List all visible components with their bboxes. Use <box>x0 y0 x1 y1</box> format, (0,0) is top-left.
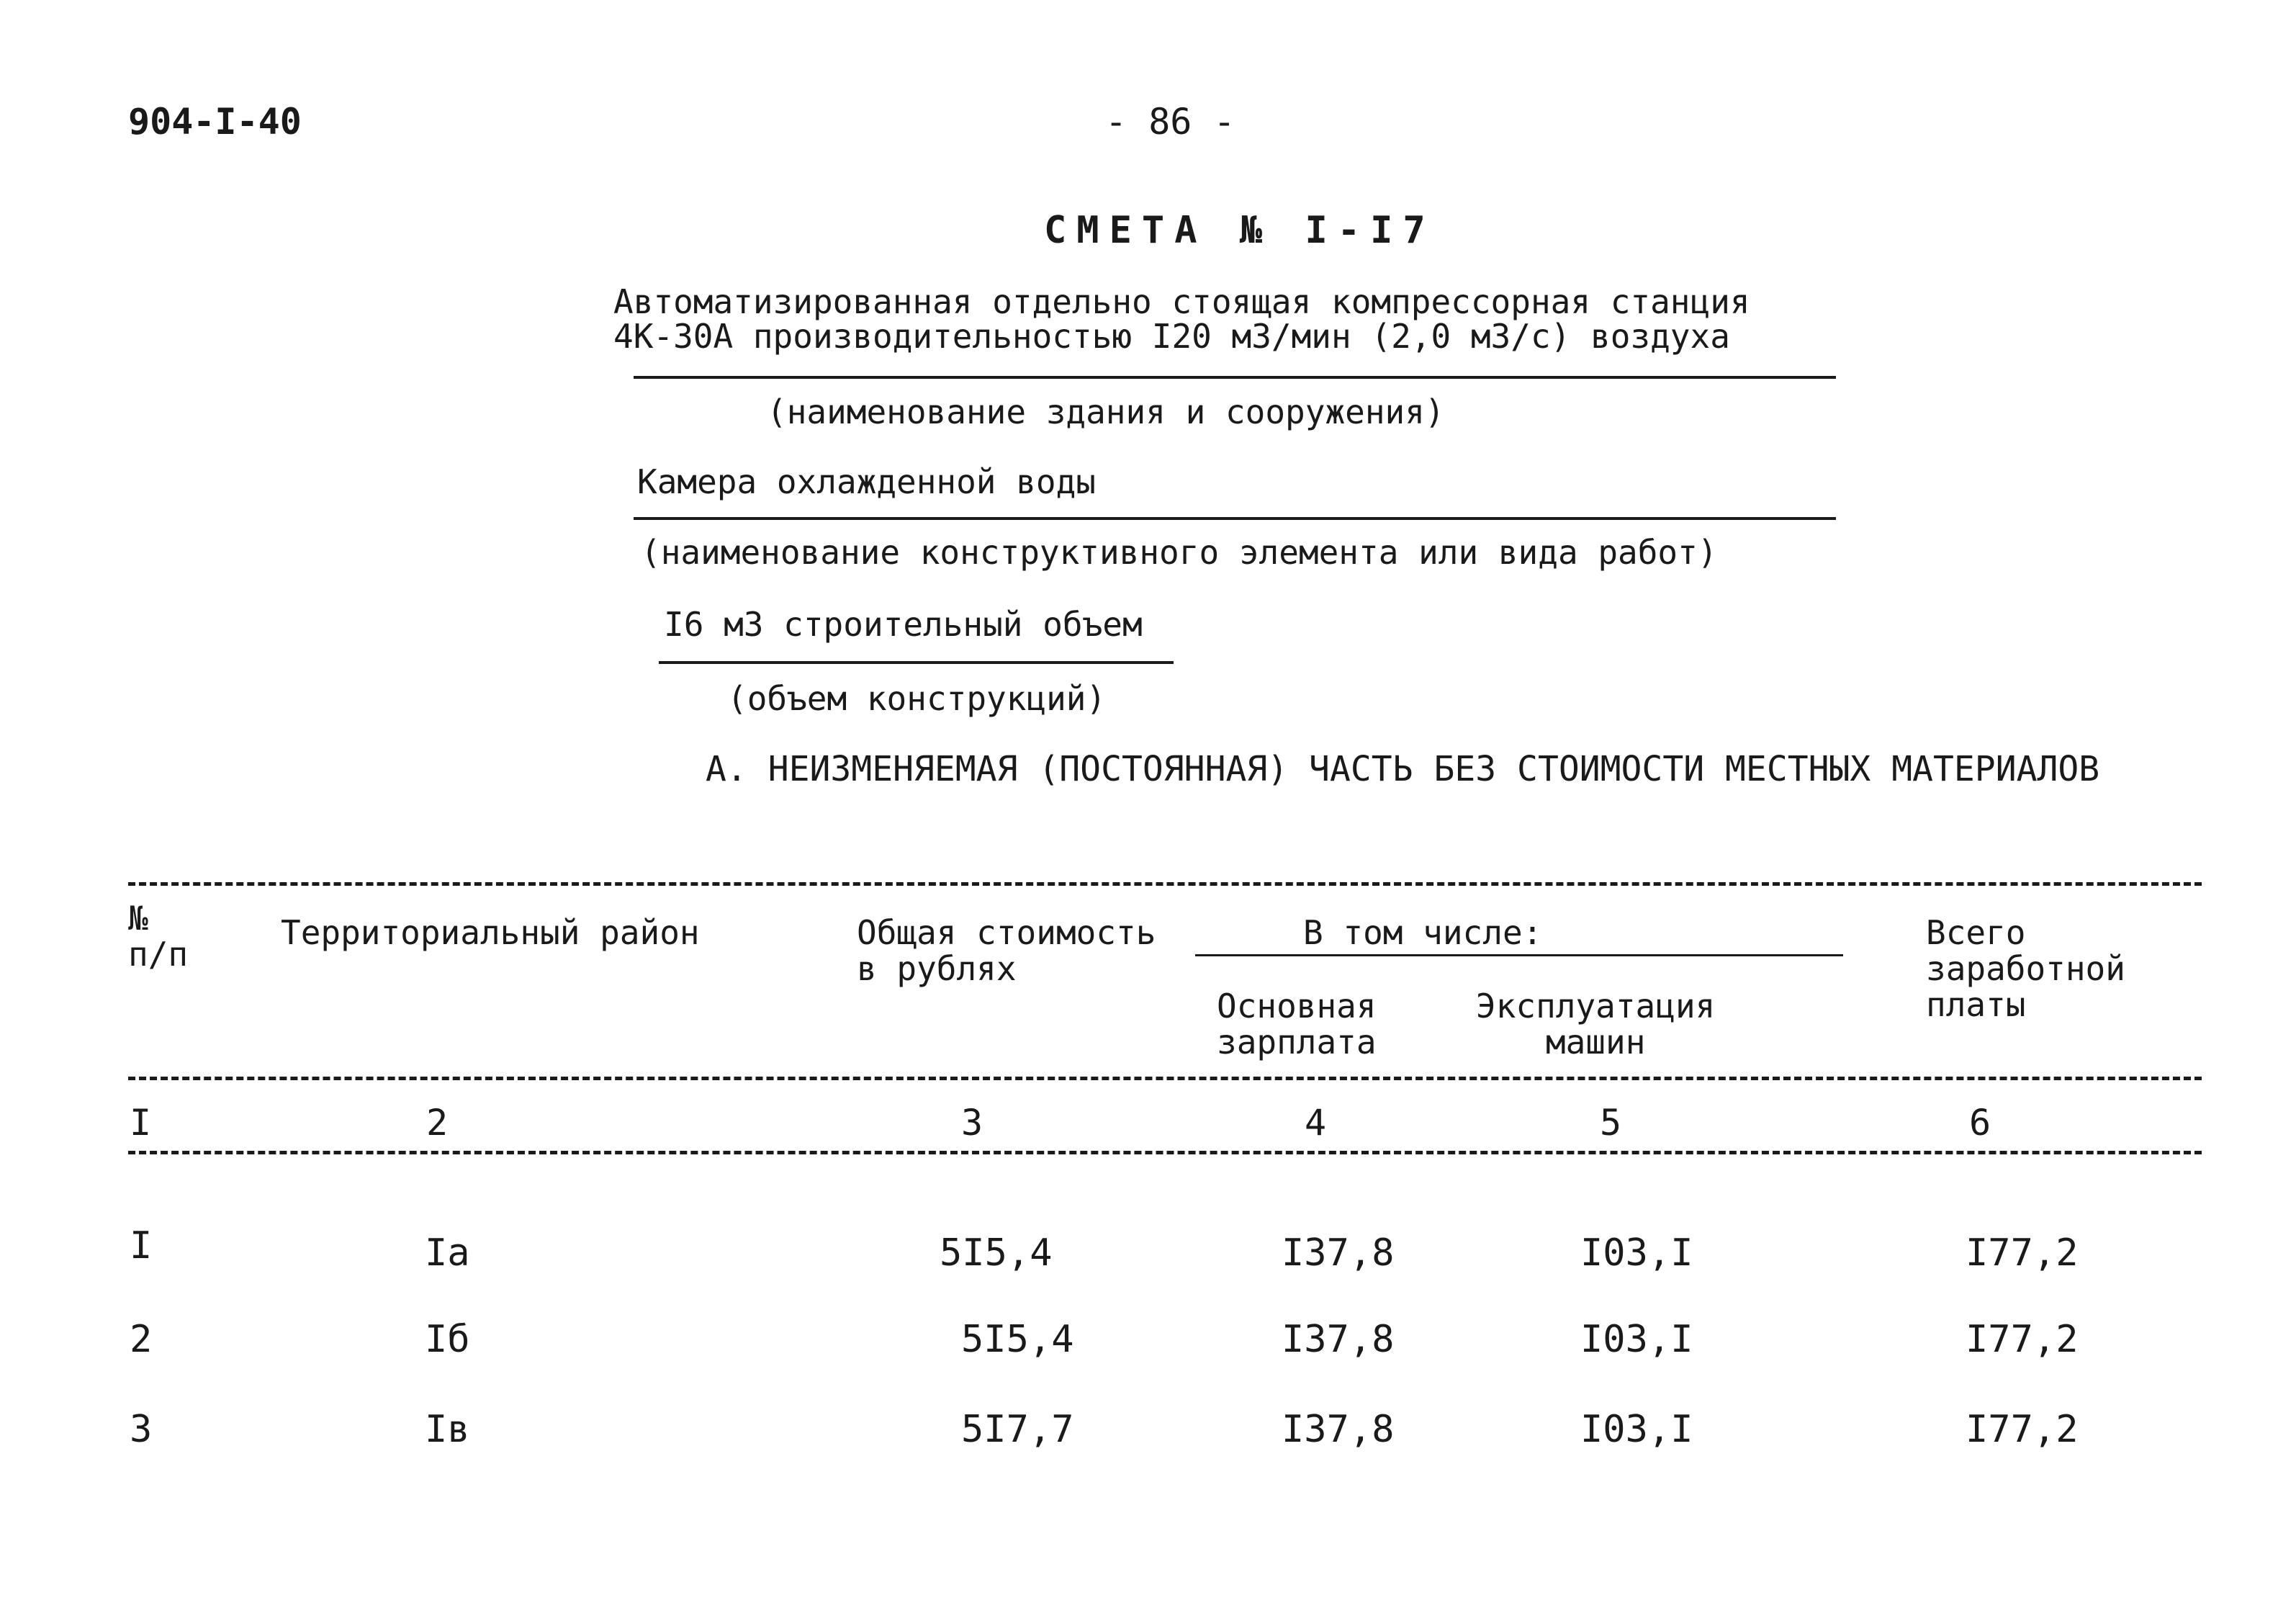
table-row-2-machines: I03,I <box>1580 1318 1693 1361</box>
page-number: - 86 - <box>1105 101 1235 143</box>
table-row-2-total: 5I5,4 <box>961 1318 1074 1361</box>
table-row-3-district: Iв <box>425 1408 470 1451</box>
construction-volume: I6 м3 строительный объем <box>664 605 1143 644</box>
document-code: 904-I-40 <box>128 101 302 143</box>
table-row-3-machines: I03,I <box>1580 1408 1693 1451</box>
table-row-1-number: I <box>130 1224 153 1267</box>
table-row-2-district: Iб <box>425 1318 470 1361</box>
table-row-1-total: 5I5,4 <box>940 1231 1053 1275</box>
column-numbers-bottom-border <box>128 1151 2202 1154</box>
section-title: А. НЕИЗМЕНЯЕМАЯ (ПОСТОЯННАЯ) ЧАСТЬ БЕЗ СТОИМОСТИ МЕСТНЫХ МАТЕРИАЛОВ <box>706 749 2100 789</box>
table-row-2-number: 2 <box>130 1318 153 1361</box>
estimate-title: СМЕТА № I-I7 <box>1044 209 1436 252</box>
header-bottom-border <box>128 1077 2202 1080</box>
object-caption: (наименование здания и сооружения) <box>767 392 1445 431</box>
table-row-1-wages: I37,8 <box>1282 1231 1395 1275</box>
column-header-district: Территориальный район <box>281 913 700 952</box>
column-header-total-cost: Общая стоимость в рублях <box>857 913 1156 988</box>
column-number-1: I <box>130 1102 152 1144</box>
element-name-underline <box>634 517 1836 520</box>
table-row-3-total-wages: I77,2 <box>1966 1408 2079 1451</box>
column-number-4: 4 <box>1305 1102 1327 1144</box>
column-number-5: 5 <box>1600 1102 1622 1144</box>
object-name-line-2: 4К-30А производительностью I20 м3/мин (2,0 м3/с) воздуха <box>613 317 1730 356</box>
object-name-underline <box>634 376 1836 379</box>
volume-caption: (объем конструкций) <box>727 679 1107 718</box>
element-caption: (наименование конструктивного элемента или вида работ) <box>641 533 1718 572</box>
table-row-3-wages: I37,8 <box>1282 1408 1395 1451</box>
including-underline <box>1195 954 1843 956</box>
table-row-3-number: 3 <box>130 1408 153 1451</box>
table-row-1-total-wages: I77,2 <box>1966 1231 2079 1275</box>
column-number-2: 2 <box>426 1102 449 1144</box>
table-row-2-total-wages: I77,2 <box>1966 1318 2079 1361</box>
column-header-base-wages: Основная зарплата <box>1217 987 1377 1061</box>
column-header-number: № п/п <box>128 899 189 974</box>
column-header-including: В том числе: <box>1303 913 1543 952</box>
table-row-1-district: Iа <box>425 1231 470 1275</box>
column-header-total-wages: Всего заработной платы <box>1926 913 2125 1024</box>
table-top-border <box>128 882 2202 886</box>
object-name-line-1: Автоматизированная отдельно стоящая компрессорная станция <box>613 282 1750 321</box>
volume-underline <box>659 661 1174 664</box>
table-row-3-total: 5I7,7 <box>961 1408 1074 1451</box>
column-header-machine-operation: Эксплуатация машин <box>1476 987 1716 1061</box>
table-row-1-machines: I03,I <box>1580 1231 1693 1275</box>
table-row-2-wages: I37,8 <box>1282 1318 1395 1361</box>
element-name: Камера охлажденной воды <box>637 462 1096 501</box>
column-number-3: 3 <box>961 1102 983 1144</box>
column-number-6: 6 <box>1969 1102 1991 1144</box>
